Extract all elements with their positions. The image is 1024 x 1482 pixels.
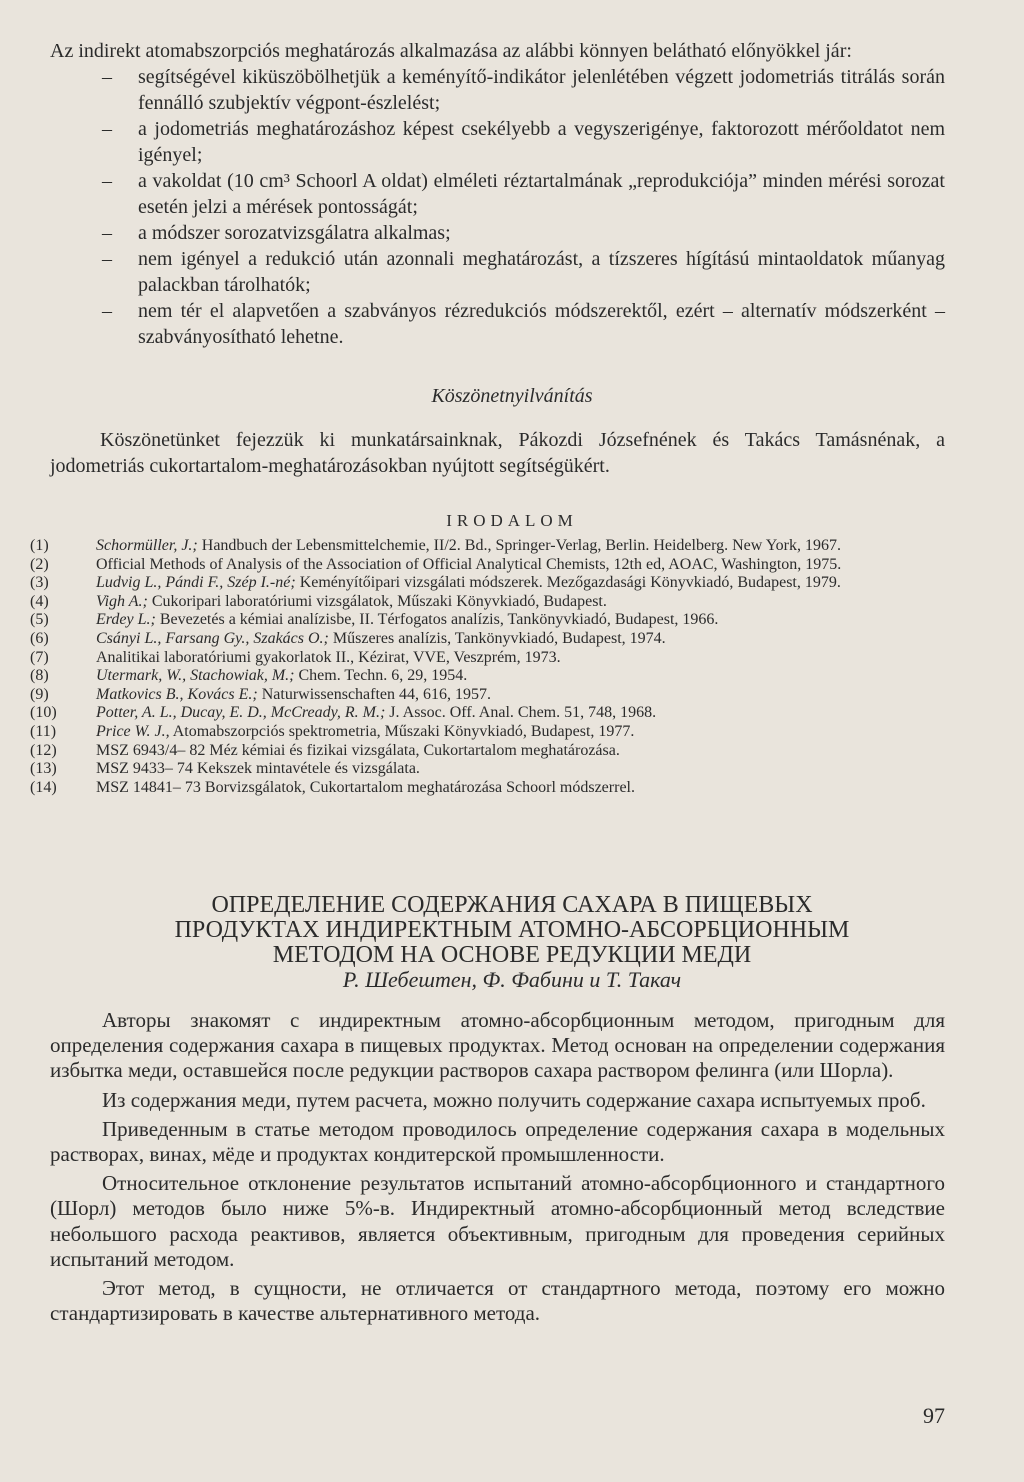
list-item: – a módszer sorozatvizsgálatra alkalmas; <box>102 222 451 244</box>
reference-item: (2) Official Methods of Analysis of the Association of Official Analytical Chemists, 12th ed, AOAC, Washington, 1975. <box>30 555 842 573</box>
russian-authors: Р. Шебештен, Ф. Фабини и Т. Такач <box>342 967 682 992</box>
page-number: 97 <box>923 1403 945 1428</box>
russian-paragraph: Относительное отклонение результатов испытаний атомно-абсорбционного и стандартного (Шорл) методов было ниже 5%-в. Индиректный атомно-абсорбционный метод вследствие небольшого расхода реактивов, является объективным, пригодным для проведения серийных испытаний методом. <box>50 1171 945 1271</box>
reference-item: (11) Price W. J., Atomabszorpciós spektrometria, Műszaki Könyvkiadó, Budapest, 1977. <box>30 722 635 740</box>
russian-paragraph: Авторы знакомят с индиректным атомно-абсорбционным методом, пригодным для определения содержания сахара в пищевых продуктах. Метод основан на определении содержания избытка меди, оставшейся после редукции растворов сахара раствором фелинга (или Шорла). <box>50 1008 945 1083</box>
dash-marker: – <box>102 248 112 270</box>
reference-item: (7) Analitikai laboratóriumi gyakorlatok II., Kézirat, VVE, Veszprém, 1973. <box>30 648 561 666</box>
acknowledgement-section <box>50 427 945 479</box>
list-item: – a vakoldat (10 cm³ Schoorl A oldat) elméleti réztartalmának „reprodukciója” minden mérési sorozat esetén jelzi a mérések pontosságát; <box>102 170 945 218</box>
dash-marker: – <box>102 118 112 140</box>
reference-item: (6) Csányi L., Farsang Gy., Szakács O.; Műszeres analízis, Tankönyvkiadó, Budapest, 1974. <box>30 629 666 647</box>
dash-marker: – <box>102 300 112 322</box>
russian-abstract <box>50 1008 945 1330</box>
dash-marker: – <box>102 222 112 244</box>
advantages-lead: Az indirekt atomabszorpciós meghatározás alkalmazása az alábbi könnyen belátható előnyökkel jár: <box>50 40 852 62</box>
list-item: – nem igényel a redukció után azonnali meghatározást, a tízszeres hígítású mintaoldatok műanyag palackban tárolhatók; <box>102 248 945 296</box>
reference-item: (8) Utermark, W., Stachowiak, M.; Chem. Techn. 6, 29, 1954. <box>30 667 468 685</box>
reference-item: (10) Potter, A. L., Ducay, E. D., McCready, R. M.; J. Assoc. Off. Anal. Chem. 51, 748, 1968. <box>30 704 657 722</box>
reference-item: (1) Schormüller, J.; Handbuch der Lebensmittelchemie, II/2. Bd., Springer-Verlag, Berlin. Heidelberg. New York, 1967. <box>30 537 841 554</box>
reference-item: (14) MSZ 14841– 73 Borvizsgálatok, Cukortartalom meghatározása Schoorl módszerrel. <box>30 778 635 796</box>
list-item: – a jodometriás meghatározáshoz képest csekélyebb a vegyszerigénye, faktorozott mérőoldatot nem igényel; <box>102 118 945 166</box>
list-item: – nem tér el alapvetően a szabványos rézredukciós módszerektől, ezért – alternatív módszerként – szabványosítható lehetne. <box>102 300 945 348</box>
reference-item: (5) Erdey L.; Bevezetés a kémiai analízisbe, II. Térfogatos analízis, Tankönyvkiadó, Budapest, 1966. <box>30 611 719 629</box>
russian-paragraph: Из содержания меди, путем расчета, можно получить содержание сахара испытуемых проб. <box>102 1087 926 1112</box>
russian-title-line: МЕТОДОМ НА ОСНОВЕ РЕДУКЦИИ МЕДИ <box>272 942 752 968</box>
list-item: – segítségével kiküszöbölhetjük a keményítő-indikátor jelenlétében végzett jodometriás titrálás során fennálló szubjektív végpont-észlelést; <box>102 66 945 114</box>
dash-marker: – <box>102 170 112 192</box>
russian-title-line: ОПРЕДЕЛЕНИЕ СОДЕРЖАНИЯ САХАРА В ПИЩЕВЫХ <box>211 892 813 918</box>
dash-marker: – <box>102 66 112 88</box>
russian-title-line: ПРОДУКТАХ ИНДИРЕКТНЫМ АТОМНО-АБСОРБЦИОННЫМ <box>174 917 850 943</box>
russian-paragraph: Приведенным в статье методом проводилось определение содержания сахара в модельных растворах, винах, мёде и продуктах кондитерской промышленности. <box>50 1116 945 1167</box>
reference-item: (12) MSZ 6943/4– 82 Méz kémiai és fizikai vizsgálata, Cukortartalom meghatározása. <box>30 741 620 759</box>
russian-paragraph: Этот метод, в сущности, не отличается от стандартного метода, поэтому его можно стандартизировать в качестве альтернативного метода. <box>50 1276 945 1326</box>
advantages-section <box>50 38 945 350</box>
reference-item: (9) Matkovics B., Kovács E.; Naturwissenschaften 44, 616, 1957. <box>30 685 492 703</box>
acknowledgement-text: Köszönetünket fejezzük ki munkatársainknak, Pákozdi Józsefnének és Takács Tamásnénak, a jodometriás cukortartalom-meghatározásokban nyújtott segítségükért. <box>50 429 945 477</box>
references-list <box>30 537 945 797</box>
reference-item: (4) Vigh A.; Cukoripari laboratóriumi vizsgálatok, Műszaki Könyvkiadó, Budapest. <box>30 592 607 610</box>
references-heading: IRODALOM <box>446 511 578 530</box>
acknowledgement-heading: Köszönetnyilvánítás <box>431 385 593 407</box>
russian-title <box>0 893 1024 968</box>
reference-item: (13) MSZ 9433– 74 Kekszek mintavétele és vizsgálata. <box>30 760 420 778</box>
reference-item: (3) Ludvig L., Pándi F., Szép I.-né; Keményítőipari vizsgálati módszerek. Mezőgazdasági Könyvkiadó, Budapest, 1979. <box>30 574 841 592</box>
advantages-list <box>50 64 945 350</box>
